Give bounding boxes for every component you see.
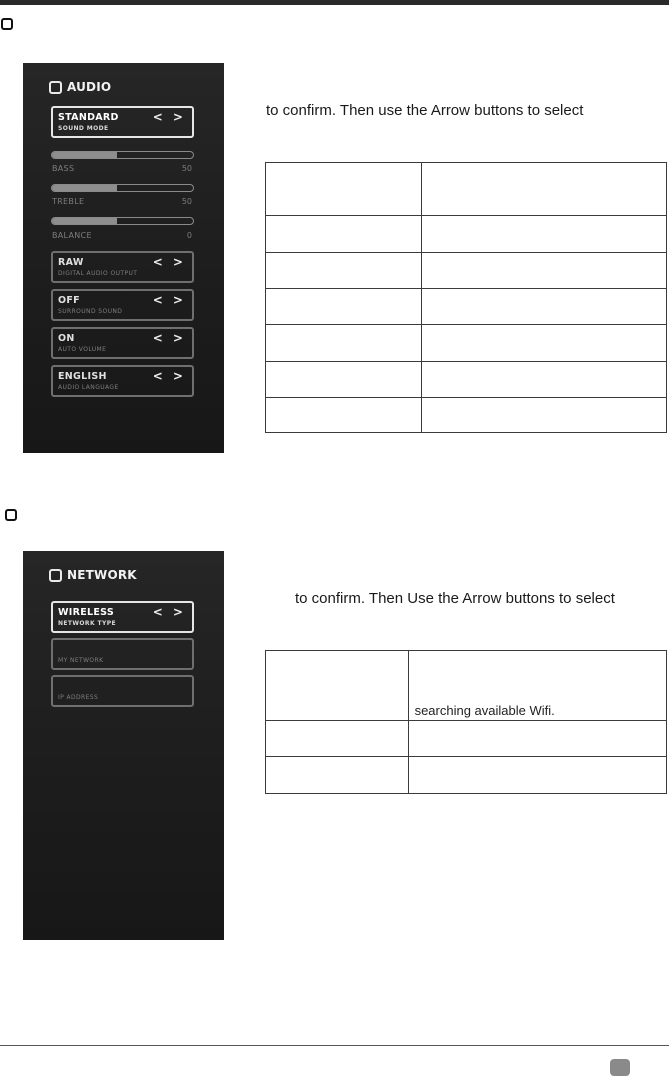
left-right-arrows-icon[interactable]: < > xyxy=(152,110,186,124)
balance-label: BALANCE xyxy=(52,231,92,240)
table-row xyxy=(266,289,667,325)
table-cell xyxy=(421,216,666,253)
balance-slider[interactable] xyxy=(51,217,194,225)
treble-slider-fill xyxy=(52,185,117,191)
left-right-arrows-icon[interactable]: < > xyxy=(152,369,186,383)
table-cell xyxy=(266,651,409,721)
table-cell xyxy=(266,757,409,794)
network-menu-panel xyxy=(23,551,224,940)
surround-sound-value: OFF xyxy=(58,295,80,306)
sound-mode-option[interactable] xyxy=(51,106,194,138)
table-cell xyxy=(266,398,422,433)
table-cell xyxy=(266,216,422,253)
network-menu-title: NETWORK xyxy=(49,568,137,582)
network-type-option[interactable] xyxy=(51,601,194,633)
page-number-badge xyxy=(610,1059,630,1076)
audio-language-option[interactable] xyxy=(51,365,194,397)
table-row xyxy=(266,721,667,757)
table-row xyxy=(266,362,667,398)
table-cell xyxy=(421,362,666,398)
checkbox-icon xyxy=(49,569,62,582)
audio-language-value: ENGLISH xyxy=(58,371,107,382)
network-instruction-text: to confirm. Then Use the Arrow buttons to select xyxy=(295,590,615,607)
left-right-arrows-icon[interactable]: < > xyxy=(152,605,186,619)
ip-address-label: IP ADDRESS xyxy=(58,694,99,701)
balance-value: 0 xyxy=(186,231,192,240)
table-row xyxy=(266,253,667,289)
sound-mode-value: STANDARD xyxy=(58,112,119,123)
table-row xyxy=(266,216,667,253)
table-cell xyxy=(266,163,422,216)
network-type-label: NETWORK TYPE xyxy=(58,620,117,627)
my-network-option[interactable] xyxy=(51,638,194,670)
table-cell xyxy=(266,721,409,757)
audio-section-checkbox-icon xyxy=(1,18,13,30)
table-cell xyxy=(421,253,666,289)
table-row xyxy=(266,757,667,794)
table-row xyxy=(266,163,667,216)
auto-volume-label: AUTO VOLUME xyxy=(58,346,107,353)
audio-menu-title: AUDIO xyxy=(49,80,111,94)
table-cell: searching available Wifi. xyxy=(408,651,666,721)
sound-mode-label: SOUND MODE xyxy=(58,125,109,132)
digital-audio-output-option[interactable] xyxy=(51,251,194,283)
table-row xyxy=(266,651,667,721)
surround-sound-label: SURROUND SOUND xyxy=(58,308,123,315)
table-cell xyxy=(421,398,666,433)
treble-value: 50 xyxy=(181,197,192,206)
balance-slider-fill xyxy=(52,218,117,224)
table-cell xyxy=(408,721,666,757)
left-right-arrows-icon[interactable]: < > xyxy=(152,331,186,345)
table-cell xyxy=(408,757,666,794)
surround-sound-option[interactable] xyxy=(51,289,194,321)
network-type-value: WIRELESS xyxy=(58,607,115,618)
ip-address-option[interactable] xyxy=(51,675,194,707)
bass-label: BASS xyxy=(52,164,75,173)
bass-slider-fill xyxy=(52,152,117,158)
table-row xyxy=(266,398,667,433)
auto-volume-value: ON xyxy=(58,333,75,344)
table-cell xyxy=(421,325,666,362)
my-network-label: MY NETWORK xyxy=(58,657,104,664)
footer-rule xyxy=(0,1045,669,1046)
network-settings-table xyxy=(265,650,667,794)
left-right-arrows-icon[interactable]: < > xyxy=(152,255,186,269)
table-cell xyxy=(266,362,422,398)
table-cell xyxy=(266,325,422,362)
top-rule xyxy=(0,0,669,5)
table-cell xyxy=(266,253,422,289)
table-row xyxy=(266,325,667,362)
audio-menu-panel xyxy=(23,63,224,453)
left-right-arrows-icon[interactable]: < > xyxy=(152,293,186,307)
table-cell xyxy=(421,163,666,216)
bass-value: 50 xyxy=(181,164,192,173)
audio-instruction-text: to confirm. Then use the Arrow buttons to select xyxy=(266,102,584,119)
audio-settings-table xyxy=(265,162,667,433)
table-cell xyxy=(421,289,666,325)
network-section-checkbox-icon xyxy=(5,509,17,521)
auto-volume-option[interactable] xyxy=(51,327,194,359)
digital-audio-output-value: RAW xyxy=(58,257,84,268)
digital-audio-output-label: DIGITAL AUDIO OUTPUT xyxy=(58,270,138,277)
treble-slider[interactable] xyxy=(51,184,194,192)
treble-label: TREBLE xyxy=(52,197,85,206)
bass-slider[interactable] xyxy=(51,151,194,159)
checkbox-icon xyxy=(49,81,62,94)
audio-language-label: AUDIO LANGUAGE xyxy=(58,384,119,391)
table-cell xyxy=(266,289,422,325)
